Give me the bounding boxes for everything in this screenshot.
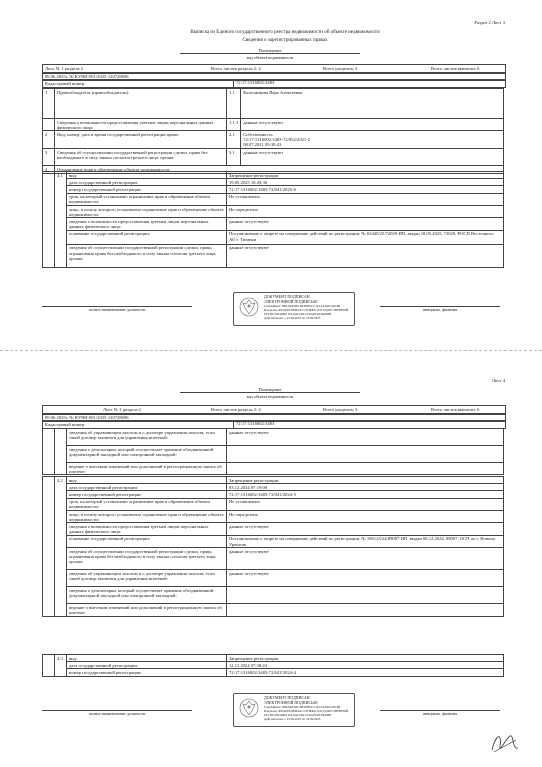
stamp-line: Действителен: с 25.06.2024 по 18.09.2025: [264, 717, 321, 721]
table-row: [43, 89, 504, 119]
enc-label: сведения об осуществлении государственной регистрации сделки, права, ограничения права без необходимого в силу закона согласия третьего лица, органа:: [67, 548, 227, 570]
enc-label: сведения об осуществлении государственной регистрации сделки, права, ограничения права без необходимого в силу закона согласия третьего лица, органа:: [67, 244, 227, 267]
enc-value: данные отсутствуют: [227, 429, 504, 446]
page1-e-signature-stamp: [233, 292, 355, 326]
page2-continued-table: [42, 428, 504, 475]
table-row: [43, 523, 504, 535]
stamp-line: Владелец: ФЕДЕРАЛЬНАЯ СЛУЖБА ГОСУДАРСТВЕННОЙ: [264, 308, 349, 312]
page1-header-right: Раздел 2 Лист 3: [474, 20, 505, 25]
enc-label: сведения о депозитарии, который осуществляет хранение обездвиженной документарной закладной или электронной закладной:: [67, 587, 227, 604]
page1-object-type: Помещение: [180, 48, 360, 54]
enc-label: номер государственной регистрации:: [67, 669, 227, 676]
table-row: [43, 655, 504, 662]
enc-label: дата государственной регистрации:: [67, 662, 227, 669]
row-subnumber: 1.1: [227, 89, 241, 119]
enc-label: дата государственной регистрации:: [67, 179, 227, 186]
table-row: [43, 429, 504, 446]
row-number: 3: [43, 149, 55, 166]
stamp-line: РЕГИСТРАЦИИ, КАДАСТРА И КАРТОГРАФИИ: [264, 312, 332, 316]
row-value: Собственность 72:17:1316002:3483-72/052/2021-2 08.07.2021 09:38:43: [241, 131, 504, 149]
table-row: [43, 131, 504, 149]
page2-sign-right: инициалы, фамилия: [422, 711, 458, 716]
enc-label: ведение о внесении изменений или дополнений в регистрационную запись об ипотеке:: [67, 604, 227, 616]
encumbrance-number: 4.1: [55, 172, 67, 268]
row-subnumber: 2.1: [227, 131, 241, 149]
page1-total-sections: Всего разделов: 3: [323, 66, 358, 71]
table-row: [43, 244, 504, 267]
page1-sheet-no: Лист № 1 раздела 2: [45, 66, 83, 71]
enc-value: [227, 463, 504, 475]
enc-value: 19.05.2025 10:29:36: [227, 179, 504, 186]
row-label: Сведения о возможности предоставления третьим лицам персональных данных физического лица:: [55, 119, 227, 131]
page1-sign-right: инициалы, фамилия: [422, 307, 458, 312]
page2-encumbrance-4-3: [42, 654, 504, 677]
page2-object-type: Помещение: [180, 387, 360, 393]
stamp-line: Владелец: ФЕДЕРАЛЬНАЯ СЛУЖБА ГОСУДАРСТВЕННОЙ: [264, 709, 349, 713]
page2-encumbrance-4-2: [42, 476, 504, 617]
table-row: [43, 119, 504, 131]
table-row: [43, 186, 504, 193]
row-value: данные отсутствуют: [241, 119, 504, 131]
enc-value: данные отсутствуют: [227, 570, 504, 587]
page2-sheet-no: Лист № 2 раздела 2: [103, 407, 141, 412]
enc-label: срок, на который установлено ограничение прав и обременение объекта недвижимости:: [67, 193, 227, 205]
table-row: [43, 535, 504, 547]
enc-value: Не установлено: [227, 498, 504, 510]
page1-cadastral-value: 72:17:1316002:3483: [233, 80, 274, 87]
enc-value: Не установлено: [227, 193, 504, 205]
page2-date-number: 09.06.2025г. № КУВИ-001/2025-120728696: [45, 414, 129, 420]
table-row: [43, 587, 504, 604]
stamp-line: Сертификат: 0ВА5ФЕ5ВСDЕ9FB0CC1E1A2A9D1AE4B: [264, 705, 341, 709]
coat-of-arms-icon: [238, 697, 260, 719]
enc-value: 72:17:1316002:3483-72/041/2024-5: [227, 491, 504, 498]
row-number: 1: [43, 89, 55, 119]
enc-label: основание государственной регистрации:: [67, 535, 227, 547]
enc-label: сведения о возможности предоставления третьим лицам персональных данных физического лица:: [67, 523, 227, 535]
stamp-line: РЕГИСТРАЦИИ, КАДАСТРА И КАРТОГРАФИИ: [264, 713, 332, 717]
table-row: [43, 446, 504, 463]
enc-label: основание государственной регистрации:: [67, 230, 227, 244]
page2-e-signature-stamp: [233, 693, 355, 727]
stamp-line: ЭЛЕКТРОННОЙ ПОДПИСЬЮ: [264, 699, 318, 705]
enc-label: сведения о депозитарии, который осуществляет хранение обездвиженной документарной закладной или электронной закладной:: [67, 446, 227, 463]
row-number: [43, 119, 55, 131]
page1-encumbrance-table: [42, 171, 504, 268]
coat-of-arms-icon: [238, 296, 260, 318]
page2-header-right: Лист 4: [491, 378, 505, 383]
page1-rights-table: [42, 88, 504, 174]
enc-value: 72:17:1316002:3483-72/041/2024-4: [227, 669, 504, 676]
page1-sign-left: полное наименование должности: [88, 307, 146, 312]
page1-cadastral-label: Кадастровый номер:: [45, 80, 86, 86]
handwritten-signature-icon: [488, 728, 522, 758]
page2-object-caption: вид объекта недвижимости: [246, 394, 294, 399]
table-row: [43, 193, 504, 205]
page2-total-sections: Всего разделов: 3: [323, 407, 358, 412]
enc-value: Не определено: [227, 511, 504, 523]
table-row: [43, 570, 504, 587]
enc-value: [227, 587, 504, 604]
page2-total-extract: Всего листов выписки: 6: [431, 407, 480, 412]
page1-total-sheets: Всего листов раздела 2: 4: [211, 66, 261, 71]
page1-object-caption: вид объекта недвижимости: [246, 55, 294, 60]
enc-value: данные отсутствуют: [227, 523, 504, 535]
page2-sign-left: полное наименование должности: [88, 711, 146, 716]
enc-value: [227, 446, 504, 463]
enc-label: вид:: [67, 477, 227, 484]
table-row: [43, 172, 504, 179]
enc-label: ведение о внесении изменений или дополнений в регистрационную запись об ипотеке:: [67, 463, 227, 475]
row-label: Вид, номер, дата и время государственной регистрации права:: [55, 131, 227, 149]
row-number: 2: [43, 131, 55, 149]
row-value: данные отсутствуют: [241, 149, 504, 166]
enc-value: Постановление о запрете на совершение действий по регистрации, № 196123/24/89007-ИП, выдан 06.12.2024, 89007, ОСП по г. Новому Уренгою: [227, 535, 504, 547]
enc-value: Постановление о запрете на совершение действий по регистрации, № 63440/25/72029-ИП, выдан 18.05.2025, 72029, РОСП Восточного АО г. Тюмени: [227, 230, 504, 244]
page1-total-extract: Всего листов выписки: 6: [431, 66, 480, 71]
stamp-line: ДОКУМЕНТ ПОДПИСАН: [264, 294, 310, 299]
enc-value: 03.12.2024 07:19:00: [227, 484, 504, 491]
row-value: Колесникова Вера Алексеевна: [241, 89, 504, 119]
enc-label: вид:: [67, 172, 227, 179]
encumbrance-number: 4.3: [55, 655, 67, 677]
page1-subtitle: Сведения о зарегистрированных правах: [242, 38, 328, 43]
page2-cadastral-label: Кадастровый номер:: [45, 421, 86, 427]
page1-date-number: 09.06.2025г. № КУВИ-001/2025-120728696: [45, 73, 129, 79]
enc-label: дата государственной регистрации:: [67, 484, 227, 491]
table-row: [43, 484, 504, 491]
enc-label: номер государственной регистрации:: [67, 186, 227, 193]
enc-label: вид:: [67, 655, 227, 662]
row-number: 4: [43, 166, 55, 173]
table-row: [43, 149, 504, 166]
row-subnumber: 1.1.1: [227, 119, 241, 131]
page-separator: [0, 350, 542, 351]
page1-cadastral-row: [42, 79, 506, 88]
page1-title: Выписка из Единого государственного реестра недвижимости об объекте недвижимости: [190, 30, 380, 35]
row-label: Правообладатель (правообладатели):: [55, 89, 227, 119]
stamp-line: ЭЛЕКТРОННОЙ ПОДПИСЬЮ: [264, 298, 318, 304]
enc-label: номер государственной регистрации:: [67, 491, 227, 498]
enc-label: срок, на который установлено ограничение прав и обременение объекта недвижимости:: [67, 498, 227, 510]
table-row: [43, 604, 504, 616]
row-label: Ограничение прав и обременение объекта недвижимости:: [55, 166, 504, 173]
table-row: [43, 662, 504, 669]
page2-cadastral-value: 72:17:1316002:3483: [233, 421, 274, 428]
table-row: [43, 669, 504, 676]
table-row: [43, 463, 504, 475]
table-row: [43, 491, 504, 498]
page2-total-sheets: Всего листов раздела 2: 4: [211, 407, 261, 412]
enc-label: сведения об управляющем залогом и о договоре управления залогом, если такой договор заключен для управления ипотекой:: [67, 570, 227, 587]
encumbrance-number: 4.2: [55, 477, 67, 617]
enc-value: данные отсутствуют: [227, 244, 504, 267]
table-row: [43, 218, 504, 230]
table-row: [43, 548, 504, 570]
enc-label: сведения о возможности предоставления третьим лицам персональных данных физического лица:: [67, 218, 227, 230]
stamp-line: Действителен: с 25.06.2024 по 18.09.2025: [264, 316, 321, 320]
enc-label: лицо, в пользу которого установлено ограничение прав и обременение объекта недвижимости:: [67, 206, 227, 218]
table-row: [43, 179, 504, 186]
stamp-line: Сертификат: 0ВА5ФЕ5ВСDЕ9FB0CC1E1A2A9D1AE4B: [264, 304, 341, 308]
table-row: [43, 230, 504, 244]
table-row: [43, 206, 504, 218]
enc-value: Запрещение регистрации: [227, 172, 504, 179]
enc-value: Не определено: [227, 206, 504, 218]
row-label: Сведения об осуществлении государственной регистрации сделки, права без необходимого в силу закона согласия третьего лица, органа:: [55, 149, 227, 166]
enc-value: Запрещение регистрации: [227, 477, 504, 484]
table-row: [43, 498, 504, 510]
table-row: [43, 511, 504, 523]
enc-value: 12.11.2024 07:38:24: [227, 662, 504, 669]
enc-label: сведения об управляющем залогом и о договоре управления залогом, если такой договор заключен для управления ипотекой:: [67, 429, 227, 446]
stamp-line: ДОКУМЕНТ ПОДПИСАН: [264, 695, 310, 700]
enc-value: данные отсутствуют: [227, 218, 504, 230]
enc-value: данные отсутствуют: [227, 548, 504, 570]
enc-value: [227, 604, 504, 616]
table-row: [43, 477, 504, 484]
row-subnumber: 3.1: [227, 149, 241, 166]
enc-value: Запрещение регистрации: [227, 655, 504, 662]
enc-label: лицо, в пользу которого установлено ограничение прав и обременение объекта недвижимости:: [67, 511, 227, 523]
enc-value: 72:17:1316002:3483-72/041/2025-6: [227, 186, 504, 193]
